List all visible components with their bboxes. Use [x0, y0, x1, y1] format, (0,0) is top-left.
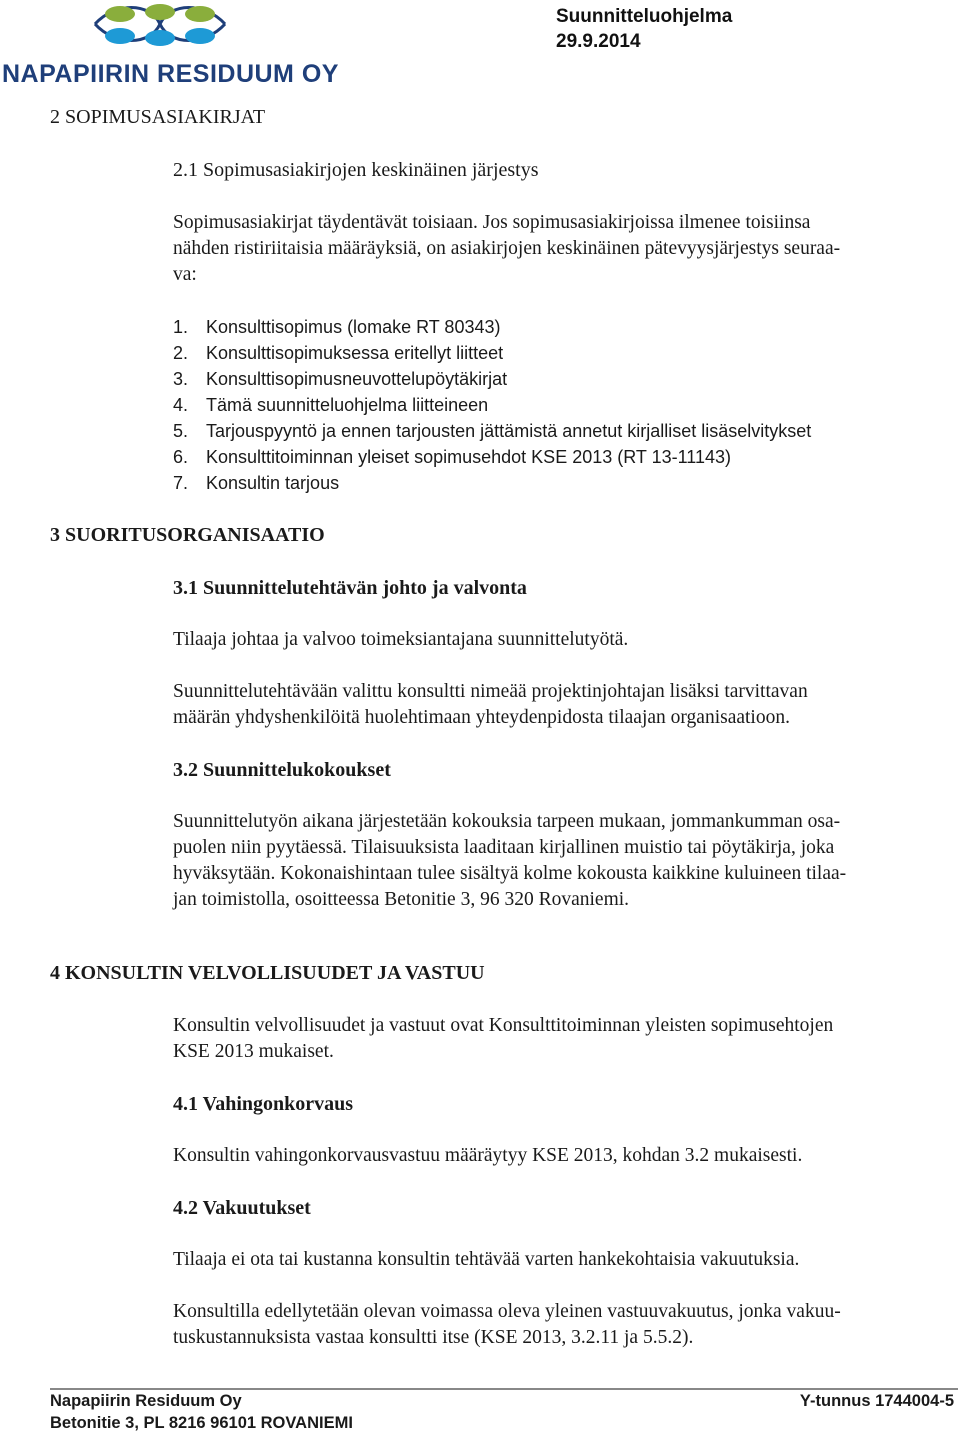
- list-item: [173, 317, 500, 338]
- paragraph-line: Sopimusasiakirjat täydentävät toisiaan. Jos sopimusasiakirjoissa ilmenee toisiinsa: [173, 212, 811, 233]
- document-date: 29.9.2014: [556, 31, 641, 52]
- paragraph-line: KSE 2013 mukaiset.: [173, 1041, 334, 1062]
- paragraph-line: va:: [173, 264, 197, 285]
- logo-company-name: NAPAPIIRIN RESIDUUM OY: [2, 60, 339, 88]
- list-text: Konsultin tarjous: [206, 473, 340, 493]
- list-item: [173, 473, 339, 494]
- document-title: Suunnitteluohjelma: [556, 6, 733, 27]
- list-text: Konsulttitoiminnan yleiset sopimusehdot KSE 2013 (RT 13-11143): [206, 447, 731, 467]
- paragraph-line: Konsultin vahingonkorvausvastuu määräytyy KSE 2013, kohdan 3.2 mukaisesti.: [173, 1145, 803, 1166]
- paragraph-line: puolen niin pyytäessä. Tilaisuuksista laaditaan kirjallinen muistio tai pöytäkirja, joka: [173, 837, 835, 858]
- section-3-2-heading: 3.2 Suunnittelukokoukset: [173, 759, 391, 781]
- list-number: 3.: [173, 369, 189, 389]
- paragraph-line: Suunnittelutehtävään valittu konsultti nimeää projektinjohtajan lisäksi tarvittavan: [173, 681, 808, 702]
- list-number: 1.: [173, 317, 189, 337]
- paragraph-line: määrän yhdyshenkilöitä huolehtimaan yhteydenpidosta tilaajan organisaatioon.: [173, 707, 790, 728]
- section-2-1-heading: 2.1 Sopimusasiakirjojen keskinäinen järjestys: [173, 159, 539, 181]
- paragraph-line: hyväksytään. Kokonaishintaan tulee sisältyä kolme kokousta kaikkine kuluineen tilaa-: [173, 863, 847, 884]
- list-text: Tarjouspyyntö ja ennen tarjousten jättämistä annetut kirjalliset lisäselvitykset: [206, 421, 812, 441]
- list-number: 7.: [173, 473, 189, 493]
- footer-business-id: Y-tunnus 1744004-5: [799, 1392, 954, 1410]
- paragraph-line: tuskustannuksista vastaa konsultti itse (KSE 2013, 3.2.11 ja 5.5.2).: [173, 1327, 694, 1348]
- paragraph-line: nähden ristiriitaisia määräyksiä, on asiakirjojen keskinäinen pätevyysjärjestys seuraa-: [173, 238, 841, 259]
- paragraph-line: Tilaaja johtaa ja valvoo toimeksiantajana suunnittelutyötä.: [173, 629, 629, 650]
- section-4-heading: 4 KONSULTIN VELVOLLISUUDET JA VASTUU: [50, 962, 485, 984]
- list-number: 5.: [173, 421, 189, 441]
- list-number: 2.: [173, 343, 189, 363]
- list-item: [173, 421, 811, 442]
- section-3-1-heading: 3.1 Suunnittelutehtävän johto ja valvonta: [173, 577, 527, 599]
- list-text: Tämä suunnitteluohjelma liitteineen: [206, 395, 489, 415]
- section-4-1-heading: 4.1 Vahingonkorvaus: [173, 1093, 354, 1115]
- paragraph-line: Konsultin velvollisuudet ja vastuut ovat Konsulttitoiminnan yleisten sopimusehtojen: [173, 1015, 834, 1036]
- section-3-heading: 3 SUORITUSORGANISAATIO: [50, 524, 325, 546]
- list-item: [173, 395, 488, 416]
- footer-address: Betonitie 3, PL 8216 96101 ROVANIEMI: [50, 1414, 353, 1432]
- list-number: 4.: [173, 395, 189, 415]
- footer-company: Napapiirin Residuum Oy: [50, 1392, 242, 1410]
- section-2-heading: 2 SOPIMUSASIAKIRJAT: [50, 106, 266, 128]
- list-item: [173, 369, 507, 390]
- list-item: [173, 343, 503, 364]
- logo-waves-icon: [0, 0, 330, 62]
- paragraph-line: jan toimistolla, osoitteessa Betonitie 3, 96 320 Rovaniemi.: [173, 889, 630, 910]
- footer-divider: [50, 1388, 958, 1390]
- section-4-2-heading: 4.2 Vakuutukset: [173, 1197, 311, 1219]
- list-item: [173, 447, 731, 468]
- list-number: 6.: [173, 447, 189, 467]
- paragraph-line: Konsultilla edellytetään olevan voimassa oleva yleinen vastuuvakuutus, jonka vakuu-: [173, 1301, 841, 1322]
- paragraph-line: Suunnittelutyön aikana järjestetään kokouksia tarpeen mukaan, jommankumman osa-: [173, 811, 841, 832]
- paragraph-line: Tilaaja ei ota tai kustanna konsultin tehtävää varten hankekohtaisia vakuutuksia.: [173, 1249, 800, 1270]
- list-text: Konsulttisopimusneuvottelupöytäkirjat: [206, 369, 508, 389]
- list-text: Konsulttisopimus (lomake RT 80343): [206, 317, 501, 337]
- list-text: Konsulttisopimuksessa eritellyt liitteet: [206, 343, 504, 363]
